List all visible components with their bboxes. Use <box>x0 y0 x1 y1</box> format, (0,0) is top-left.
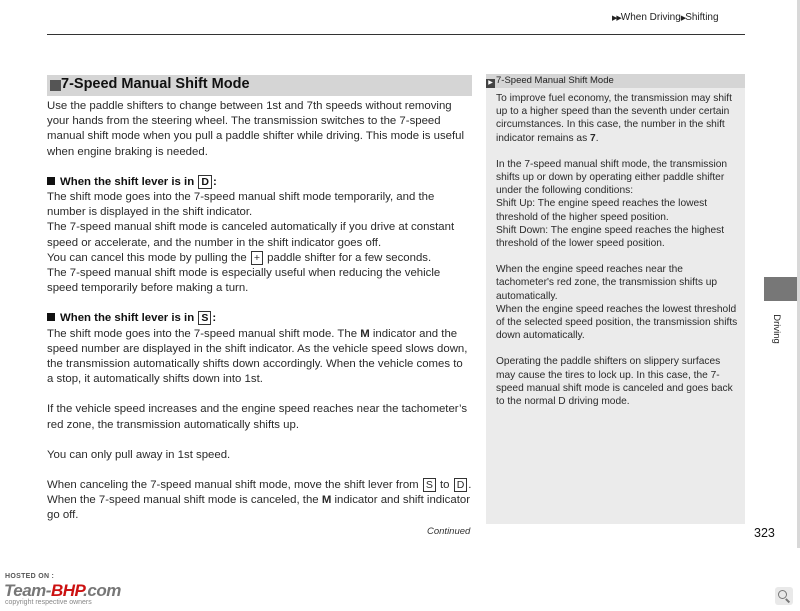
s-key-icon: S <box>423 478 436 492</box>
watermark-logo: Team-BHP.com <box>4 581 121 600</box>
double-triangle-icon: ▶▶ <box>612 15 621 22</box>
triangle-icon: ▶ <box>680 15 686 22</box>
d-key-icon: D <box>454 478 468 492</box>
s-key-icon: S <box>198 311 211 325</box>
s-paragraph-1: The shift mode goes into the 7-speed manual shift mode. The M indicator and the speed number are displayed in the shift indicator. As the vehicle speed slows down, the transmission automatically shifts down accordingly. When the vehicle comes to a stop, it automatically shifts down into 1st. <box>47 327 468 386</box>
sidebar-paragraph-4: Shift Down: The engine speed reaches the highest threshold of the lower speed position. <box>496 224 725 250</box>
s-paragraph-3: You can only pull away in 1st speed. <box>47 448 231 461</box>
d-paragraph-4: The 7-speed manual shift mode is especially useful when reducing the vehicle speed temporarily before making a turn. <box>47 267 441 295</box>
breadcrumb-level1: When Driving <box>620 12 681 23</box>
section-title: 7-Speed Manual Shift Mode <box>61 76 250 92</box>
d-paragraph-1: The shift mode goes into the 7-speed manual shift mode temporarily, and the number is displayed in the shift indicator. <box>47 191 435 219</box>
watermark-hosted-on: HOSTED ON : <box>5 573 55 580</box>
sidebar-paragraph-1: To improve fuel economy, the transmission may shift up to a higher speed than the seventh under certain circumstances. In this case, the number in the shift indicator remains as 7. <box>496 93 732 144</box>
d-paragraph-3: You can cancel this mode by pulling the + paddle shifter for a few seconds. <box>47 251 432 264</box>
watermark-copyright: copyright respective owners <box>5 599 92 606</box>
section-heading-bar <box>47 75 472 96</box>
d-key-icon: D <box>198 175 212 189</box>
watermark-area <box>0 548 800 611</box>
bullet-square-icon <box>47 177 55 185</box>
s-subheading: When the shift lever is in S : <box>47 311 472 326</box>
plus-paddle-icon: + <box>251 251 263 265</box>
s-paragraph-2: If the vehicle speed increases and the engine speed reaches near the tachometer’s red zone, the transmission automatically shifts up. <box>47 403 468 431</box>
d-subheading: When the shift lever is in D : <box>47 175 472 190</box>
section-square-icon <box>50 80 61 91</box>
continued-label: Continued <box>427 526 471 537</box>
zoom-icon[interactable] <box>775 587 793 605</box>
sidebar-paragraph-7: Operating the paddle shifters on slippery surfaces may cause the tires to lock up. In this case, the 7-speed manual shift mode is canceled and goes back to the normal D driving mode. <box>496 356 733 408</box>
sidebar-paragraph-5: When the engine speed reaches near the tachometer's red zone, the transmission shifts up automatically. <box>496 264 718 302</box>
sidebar-paragraph-6: When the engine speed reaches the lowest threshold of the selected speed position, the transmission shifts down automatically. <box>496 303 738 342</box>
chapter-tab <box>764 277 797 301</box>
sidebar-paragraph-2: In the 7-speed manual shift mode, the transmission shifts up or down by operating either paddle shifter under the following conditions: <box>496 158 728 197</box>
breadcrumb <box>612 12 719 23</box>
sidebar-body <box>496 92 740 408</box>
d-paragraph-2: The 7-speed manual shift mode is canceled automatically if you drive at constant speed or accelerate, and the number in the shift indicator goes off. <box>47 221 455 249</box>
bullet-square-icon <box>47 313 55 321</box>
sidebar-heading: ▶ 7-Speed Manual Shift Mode <box>486 74 745 88</box>
intro-paragraph: Use the paddle shifters to change between 1st and 7th speeds without removing your hands from the steering wheel. The transmission switches to the 7-speed manual shift mode when you pull a paddle shifter while driving. This mode is useful when engine braking is needed. <box>47 100 465 158</box>
s-paragraph-4: When canceling the 7-speed manual shift mode, move the shift lever from S to D . When the 7-speed manual shift mode is canceled, the M indicator and shift indicator go off. <box>47 479 472 522</box>
page-number: 323 <box>754 526 775 540</box>
breadcrumb-level2: Shifting <box>685 12 719 23</box>
arrow-box-icon: ▶ <box>486 79 495 88</box>
chapter-tab-label: Driving <box>771 314 782 344</box>
sidebar-note <box>486 74 745 524</box>
header-rule <box>47 34 745 35</box>
sidebar-paragraph-3: Shift Up: The engine speed reaches the lowest threshold of the higher speed position. <box>496 198 708 223</box>
main-column <box>47 99 472 524</box>
